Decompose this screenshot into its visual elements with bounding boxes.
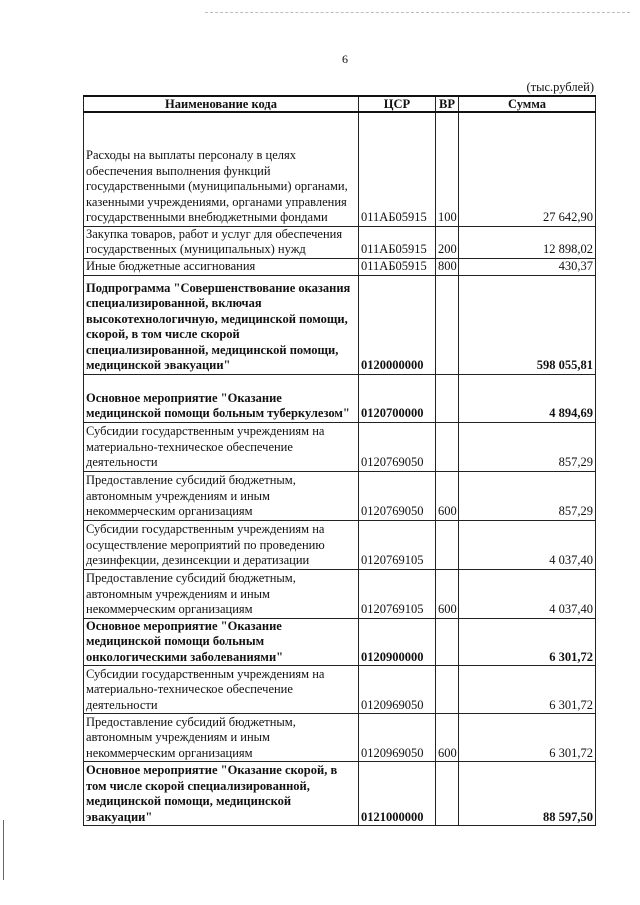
row-vr: 200 [436,226,459,258]
table-row [84,471,596,520]
row-csr: 0120769105 [359,569,436,618]
header-csr: ЦСР [359,96,436,112]
table-row [84,762,596,826]
row-sum: 857,29 [459,471,596,520]
row-sum: 6 301,72 [459,714,596,762]
units-note: (тыс.рублей) [526,80,594,94]
header-name: Наименование кода [84,96,359,112]
table-row [84,422,596,471]
row-sum: 88 597,50 [459,762,596,826]
scan-artifact-top-line [205,12,630,13]
row-name: Расходы на выплаты персоналу в целях обеспечения выполнения функций государственными (муниципальными) органами, казенными учреждениями, органами управления государственными внебюджетными фондами [84,112,359,226]
row-vr [436,275,459,374]
table-row [84,374,596,422]
row-csr: 0120769050 [359,422,436,471]
table-row [84,226,596,258]
row-name: Субсидии государственным учреждениям на материально-техническое обеспечение деятельности [84,422,359,471]
table-row [84,275,596,374]
table-row [84,112,596,226]
row-name: Предоставление субсидий бюджетным, автономным учреждениям и иным некоммерческим организациям [84,569,359,618]
row-csr: 011АБ05915 [359,258,436,275]
table-row [84,666,596,714]
row-csr: 0120900000 [359,618,436,666]
row-sum: 4 037,40 [459,520,596,569]
row-name: Закупка товаров, работ и услуг для обеспечения государственных (муниципальных) нужд [84,226,359,258]
row-sum: 857,29 [459,422,596,471]
row-sum: 27 642,90 [459,112,596,226]
row-vr [436,666,459,714]
row-csr: 011АБ05915 [359,112,436,226]
row-csr: 011АБ05915 [359,226,436,258]
row-vr: 600 [436,569,459,618]
table-row [84,618,596,666]
header-sum: Сумма [459,96,596,112]
table-row [84,258,596,275]
row-sum: 6 301,72 [459,618,596,666]
scan-artifact-left-line [3,820,4,880]
row-vr: 100 [436,112,459,226]
row-vr [436,520,459,569]
budget-table [83,95,596,826]
row-vr [436,618,459,666]
row-sum: 4 037,40 [459,569,596,618]
row-name: Субсидии государственным учреждениям на осуществление мероприятий по проведению дезинфекции, дезинсекции и дератизации [84,520,359,569]
row-name: Предоставление субсидий бюджетным, автономным учреждениям и иным некоммерческим организациям [84,471,359,520]
row-sum: 6 301,72 [459,666,596,714]
row-name: Иные бюджетные ассигнования [84,258,359,275]
page-number: 6 [342,52,348,66]
row-csr: 0120969050 [359,714,436,762]
table-row [84,520,596,569]
row-csr: 0120769105 [359,520,436,569]
row-vr [436,422,459,471]
row-vr [436,374,459,422]
row-name: Предоставление субсидий бюджетным, автономным учреждениям и иным некоммерческим организациям [84,714,359,762]
row-vr: 800 [436,258,459,275]
row-sum: 430,37 [459,258,596,275]
row-sum: 598 055,81 [459,275,596,374]
row-csr: 0120769050 [359,471,436,520]
table-header-row [84,96,596,112]
row-name: Основное мероприятие "Оказание медицинской помощи больным онкологическими заболеваниями" [84,618,359,666]
row-sum: 12 898,02 [459,226,596,258]
row-name: Подпрограмма "Совершенствование оказания специализированной, включая высокотехнологичную, медицинской помощи, скорой, в том числе скорой специализированной, медицинской помощи, медицинской эвакуации" [84,275,359,374]
row-sum: 4 894,69 [459,374,596,422]
header-vr: ВР [436,96,459,112]
row-name: Основное мероприятие "Оказание скорой, в том числе скорой специализированной, медицинской помощи, медицинской эвакуации" [84,762,359,826]
row-name: Основное мероприятие "Оказание медицинской помощи больным туберкулезом" [84,374,359,422]
row-csr: 0120000000 [359,275,436,374]
row-vr: 600 [436,714,459,762]
row-csr: 0121000000 [359,762,436,826]
row-name: Субсидии государственным учреждениям на материально-техническое обеспечение деятельности [84,666,359,714]
row-csr: 0120700000 [359,374,436,422]
row-vr: 600 [436,471,459,520]
table-row [84,569,596,618]
table-row [84,714,596,762]
row-csr: 0120969050 [359,666,436,714]
row-vr [436,762,459,826]
